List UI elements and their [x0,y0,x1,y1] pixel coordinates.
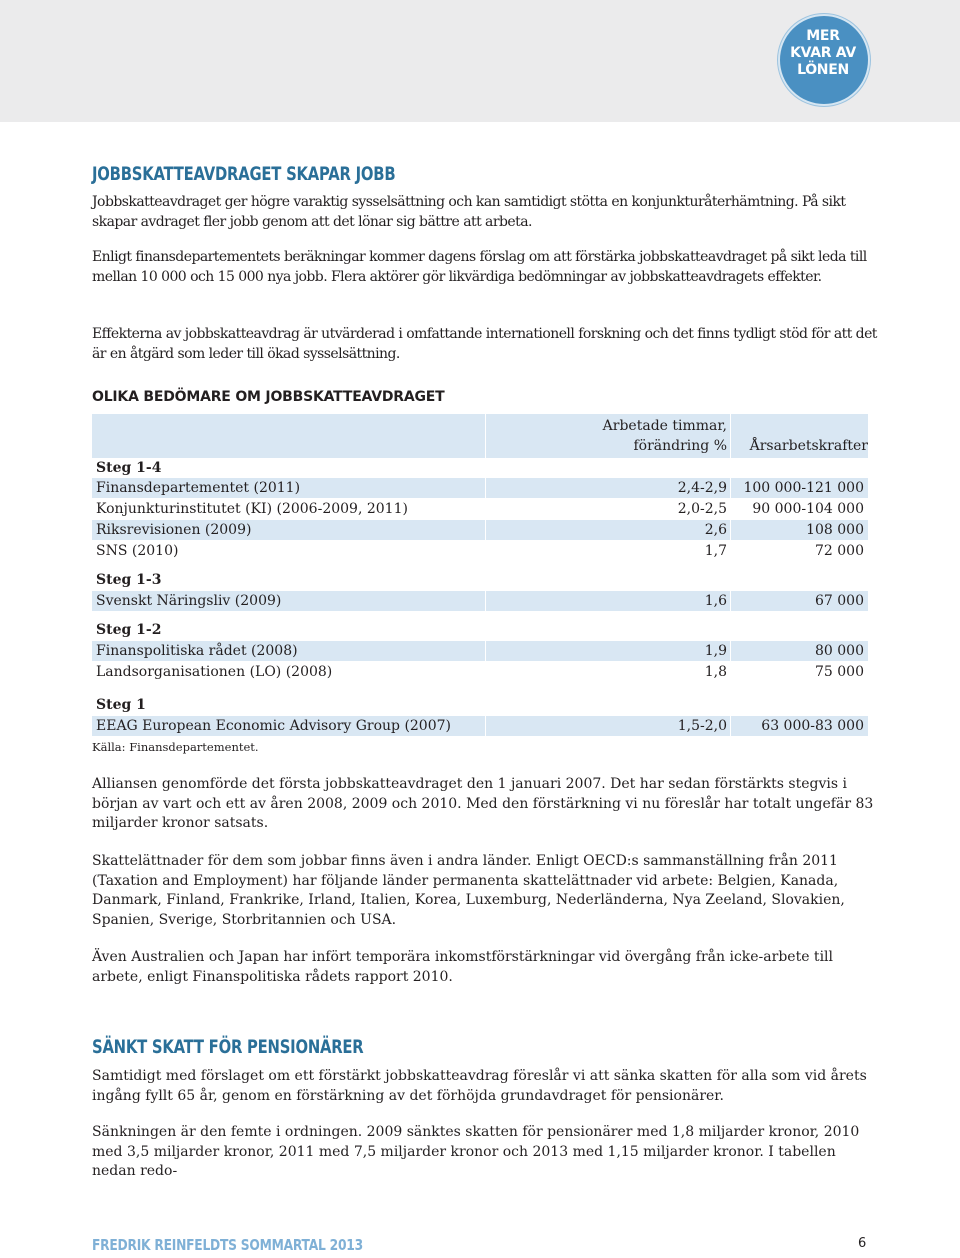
row-workforce: 72 000 [815,543,864,559]
row-source: Finansdepartementet (2011) [96,480,301,496]
column-divider [485,641,486,661]
column-divider [485,591,486,611]
column-divider [485,414,486,458]
column-divider [485,716,486,736]
column-divider [730,478,731,498]
header-hours-line2: förändring % [633,438,727,454]
row-hours: 1,9 [704,643,727,659]
table-row [92,641,868,661]
table-row [92,591,868,611]
row-hours: 1,5-2,0 [677,718,727,734]
badge-text [778,28,868,79]
row-hours: 2,4-2,9 [677,480,727,496]
paragraph-alliansen: Alliansen genomförde det första jobbskatteavdraget den 1 januari 2007. Det har sedan förstärkts stegvis i början av vart och ett av åren 2008, 2009 och 2010. Med den förstärkning vi nu föreslår har totalt ungefär 83 miljarder kronor satsats. [92,776,874,831]
row-source: SNS (2010) [96,543,179,559]
column-divider [485,520,486,540]
row-source: Landsorganisationen (LO) (2008) [96,664,333,680]
paragraph-finansdepartementet: Enligt finansdepartementets beräkningar kommer dagens förslag om att förstärka jobbskatteavdraget på sikt leda till mellan 10 000 och 15 000 nya jobb. Flera aktörer gör likvärdiga bedömningar av jobbskatteavdragets effekter. [92,249,867,285]
group-label: Steg 1-2 [96,622,162,638]
paragraph-oecd: Skattelättnader för dem som jobbar finns även i andra länder. Enligt OECD:s sammanställning från 2011 (Taxation and Employment) har följande länder permanenta skattelättnader vid arbete: Belgien, Kanada, Danmark, Finland, Frankrike, Irland, Italien, Korea, Luxemburg, Nederländerna, Nya Zeeland, Slovakien, Spanien, Sverige, Storbritannien och USA. [92,853,845,928]
row-workforce: 90 000-104 000 [752,501,864,517]
row-hours: 1,6 [704,593,727,609]
row-source: Finanspolitiska rådet (2008) [96,643,298,659]
table-row [92,478,868,498]
column-divider [730,520,731,540]
table-source: Källa: Finansdepartementet. [92,740,259,754]
column-divider [730,591,731,611]
row-hours: 1,8 [704,664,727,680]
row-hours: 2,6 [704,522,727,538]
row-hours: 2,0-2,5 [677,501,727,517]
paragraph-effekter: Effekterna av jobbskatteavdrag är utvärderad i omfattande internationell forskning och det finns tydligt stöd för att det är en åtgärd som leder till ökad sysselsättning. [92,326,877,362]
section-title-pensionarer: SÄNKT SKATT FÖR PENSIONÄRER [92,1036,364,1058]
header-hours-change [592,416,727,456]
badge-line-3: LÖNEN [797,62,849,78]
row-workforce: 108 000 [806,522,864,538]
table-row [92,716,868,736]
campaign-badge [778,4,866,114]
row-source: EEAG European Economic Advisory Group (2007) [96,718,451,734]
paragraph-sankningen: Sänkningen är den femte i ordningen. 2009 sänktes skatten för pensionärer med 1,8 miljarder kronor, 2010 med 3,5 miljarder kronor, 2011 med 7,5 miljarder kronor och 2013 med 1,15 miljarder kronor. I tabellen nedan redo- [92,1124,860,1179]
column-divider [485,478,486,498]
row-workforce: 100 000-121 000 [743,480,864,496]
footer-title: FREDRIK REINFELDTS SOMMARTAL 2013 [92,1236,363,1254]
header-hours-line1: Arbetade timmar, [602,418,727,434]
paragraph-intro: Jobbskatteavdraget ger högre varaktig sysselsättning och kan samtidigt stötta en konjunkturåterhämtning. På sikt skapar avdraget fler jobb genom att det lönar sig bättre att arbeta. [92,194,846,230]
column-divider [730,414,731,458]
row-workforce: 75 000 [815,664,864,680]
row-workforce: 63 000-83 000 [761,718,864,734]
row-workforce: 67 000 [815,593,864,609]
row-source: Svenskt Näringsliv (2009) [96,593,282,609]
group-label: Steg 1 [96,697,146,713]
column-divider [730,716,731,736]
paragraph-pensionarer: Samtidigt med förslaget om ett förstärkt jobbskatteavdrag föreslår vi att sänka skatten för alla som vid årets ingång fyllt 65 år, genom en förstärkning av det förhöjda grundavdraget för pensionärer. [92,1068,867,1104]
table-title: OLIKA BEDÖMARE OM JOBBSKATTEAVDRAGET [92,389,445,405]
row-hours: 1,7 [704,543,727,559]
row-source: Riksrevisionen (2009) [96,522,252,538]
section-title-jobbskatteavdrag: JOBBSKATTEAVDRAGET SKAPAR JOBB [92,163,396,185]
badge-line-1: MER [806,28,840,44]
table-row [92,541,868,561]
paragraph-australien: Även Australien och Japan har infört temporära inkomstförstärkningar vid övergång från icke-arbete till arbete, enligt Finanspolitiska rådets rapport 2010. [92,949,833,985]
group-label: Steg 1-3 [96,572,162,588]
page-number: 6 [858,1236,867,1251]
row-workforce: 80 000 [815,643,864,659]
table-row [92,499,868,519]
table-row [92,520,868,540]
column-divider [730,641,731,661]
row-source: Konjunkturinstitutet (KI) (2006-2009, 2011) [96,501,408,517]
header-workforce: Årsarbetskrafter [749,438,868,454]
badge-line-2: KVAR AV [790,45,856,61]
table-row [92,662,868,682]
group-label: Steg 1-4 [96,460,162,476]
